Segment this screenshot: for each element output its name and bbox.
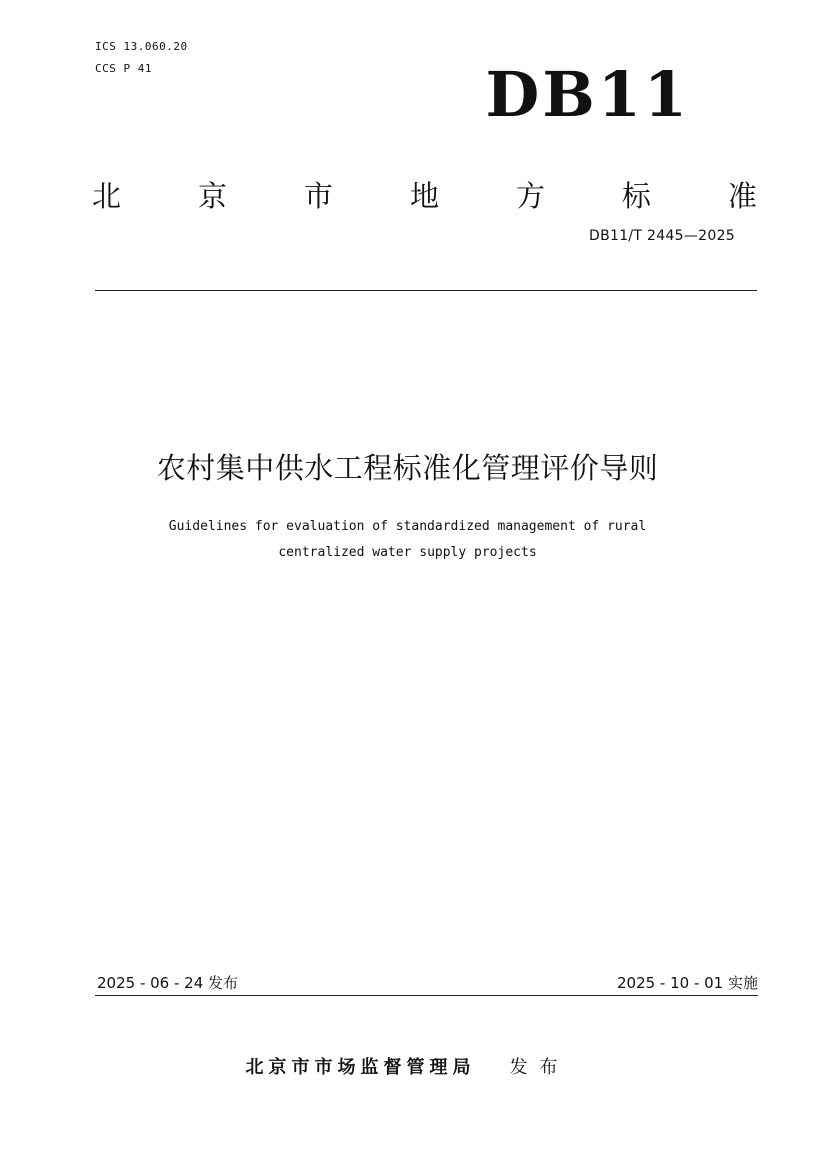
ccs-code: CCS P 41 (95, 62, 152, 75)
standard-type-char: 准 (727, 179, 757, 213)
standard-number: DB11/T 2445—2025 (589, 228, 735, 244)
standard-type-char: 北 (92, 179, 122, 213)
standard-type-char: 地 (409, 179, 439, 213)
title-en-line-1: Guidelines for evaluation of standardized management of rural (168, 519, 647, 534)
publisher-name: 北京市市场监督管理局 (245, 1057, 476, 1078)
bottom-divider (95, 995, 758, 996)
title-en-line-2: centralized water supply projects (278, 545, 537, 560)
standard-type-char: 市 (303, 179, 333, 213)
standard-type-char: 方 (515, 179, 545, 213)
document-title-en (60, 514, 755, 566)
issue-date: 2025 - 06 - 24 发布 (97, 974, 239, 992)
top-divider (95, 290, 757, 291)
standard-type-char: 京 (197, 179, 227, 213)
ics-code: ICS 13.060.20 (95, 40, 188, 53)
standard-type-heading (92, 179, 757, 213)
publisher-line (0, 1053, 815, 1079)
publisher-action: 发布 (509, 1057, 570, 1078)
document-title-cn: 农村集中供水工程标准化管理评价导则 (156, 451, 659, 485)
implementation-date: 2025 - 10 - 01 实施 (616, 974, 758, 992)
standard-type-char: 标 (621, 179, 651, 213)
db11-logo: DB11 (485, 58, 690, 131)
